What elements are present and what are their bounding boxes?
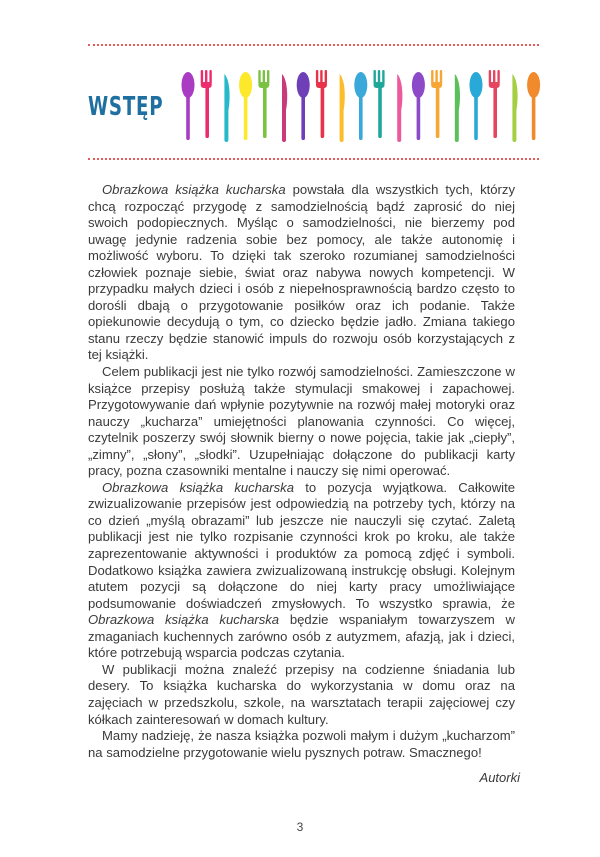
text-run: W publikacji można znaleźć przepisy na codzienne śniadania lub desery. To książka kucharska do wykorzystania w domu oraz na zajęciach w przedszkolu, szkole, na warsztatach terapii zajęciowej czy kółkach zainteresowań w domach kultury.: [88, 661, 515, 727]
top-dotted-divider: [88, 44, 539, 46]
knife-icon: [282, 74, 287, 142]
text-run: będzie wspaniałym towarzyszem w zmaganiach kuchennych zarówno osób z autyzmem, afazją, jak i dzieci, które potrzebują wsparcia podczas czytania.: [88, 612, 515, 661]
knife-icon: [455, 74, 460, 142]
signature: Autorki: [479, 770, 520, 785]
fork-icon: [201, 70, 212, 138]
bottom-dotted-divider: [88, 158, 539, 160]
spoon-icon: [470, 72, 483, 140]
knife-icon: [340, 74, 345, 142]
fork-icon: [489, 70, 500, 138]
knife-icon: [397, 74, 402, 142]
spoon-icon: [182, 72, 195, 140]
paragraph: [88, 364, 515, 480]
paragraph: [88, 182, 515, 364]
italic-title-run: Obrazkowa książka kucharska: [102, 182, 286, 197]
spoon-icon: [412, 72, 425, 140]
section-title: WSTĘP: [88, 92, 164, 122]
spoon-icon: [527, 72, 540, 140]
knife-icon: [224, 74, 229, 142]
text-run: Celem publikacji jest nie tylko rozwój samodzielności. Zamieszczone w książce przepisy posłużą także stymulacji smakowej i zapachowej. Przygotowywanie dań wpłynie pozytywnie na rozwój małej motoryki oraz nauczy „kucharza” umiejętności planowania czynności. Co więcej, czytelnik poszerzy swój słownik bierny o nowe pojęcia, takie jak „ciepły”, „zimny”, „słony”, „słodki”. Uzupełniając dołączone do publikacji karty pracy, pozna czasowniki mentalne i nauczy się nimi operować.: [88, 364, 515, 479]
paragraph: [88, 728, 515, 761]
italic-title-run: Obrazkowa książka kucharska: [88, 612, 280, 628]
knife-icon: [512, 74, 517, 142]
fork-icon: [316, 70, 327, 138]
page-number: 3: [296, 820, 304, 834]
text-run: to pozycja wyjątkowa. Całkowite zwizualizowanie przepisów jest odpowiedzią na potrzeby tych, którzy na co dzień „myślą obrazami” lub jeszcze nie nauczyli się czytać. Zaletą publikacji jest nie tylko rozpisanie czynności krok po kroku, ale także zaprezentowanie aktywności i produktów za pomocą zdjęć i symboli. Dodatkowo książka zawiera zwizualizowaną instrukcję obsługi. Kolejnym atutem pozycji są dołączone do niej karty pracy umożliwiające podsumowanie doświadczeń zmysłowych. To wszystko sprawia, że: [88, 479, 515, 611]
paragraph: [88, 662, 515, 728]
spoon-icon: [297, 72, 310, 140]
paragraph: [88, 480, 515, 662]
text-run: Mamy nadzieję, że nasza książka pozwoli małym i dużym „kucharzom” na samodzielne przygotowanie wielu pysznych potraw. Smacznego!: [88, 728, 515, 760]
text-run: powstała dla wszystkich tych, którzy chcą rozpocząć przygodę z samodzielnością bądź zaprosić do niej swoich podopiecznych. Myśląc o samodzielności, nie bierzemy pod uwagę jedynie radzenia sobie bez pomocy, ale także autonomię i możliwość wyboru. To dzięki tak szeroko rozumianej samodzielności człowiek poznaje siebie, świat oraz nabywa nowych kompetencji. W przypadku małych dzieci i osób z niepełnosprawnością bardzo często to dorośli dbają o przygotowanie posiłków oraz ich podanie. Także opiekunowie decydują o tym, co dziecko będzie jadło. Zmiana takiego stanu rzeczy będzie stanowić impuls do rozwoju osób korzystających z tej książki.: [88, 182, 515, 363]
italic-title-run: Obrazkowa książka kucharska: [102, 479, 294, 495]
spoon-icon: [354, 72, 367, 140]
spoon-icon: [239, 72, 252, 140]
intro-text: [88, 182, 515, 761]
fork-icon: [374, 70, 385, 138]
fork-icon: [258, 70, 269, 138]
fork-icon: [431, 70, 442, 138]
cutlery-decoration: [180, 70, 550, 144]
